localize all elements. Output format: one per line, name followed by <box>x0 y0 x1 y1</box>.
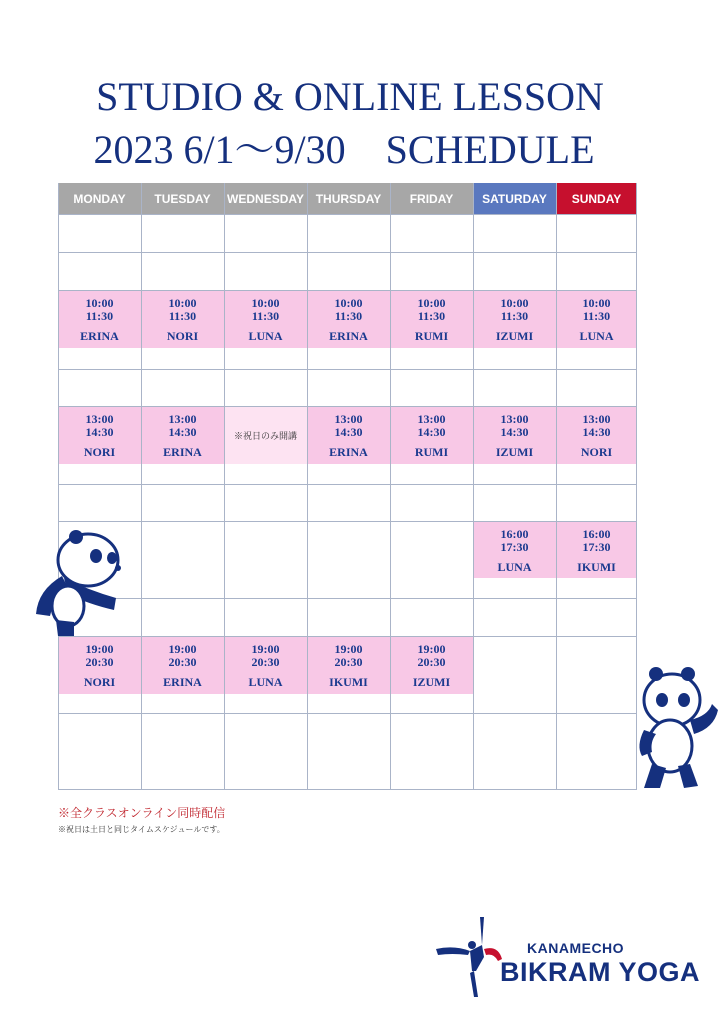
grid-hline <box>58 789 637 790</box>
schedule-title-line1: STUDIO & ONLINE LESSON <box>96 74 604 119</box>
lesson-cell <box>390 636 473 694</box>
lesson-instructor: ERINA <box>80 329 119 343</box>
lesson-cell <box>141 406 224 464</box>
lesson-end-time: 14:30 <box>582 425 611 439</box>
lesson-start-time: 10:00 <box>85 296 114 310</box>
grid-hline <box>58 290 637 291</box>
lesson-start-time: 13:00 <box>417 412 446 426</box>
lesson-end-time: 14:30 <box>168 425 197 439</box>
lesson-start-time: 13:00 <box>85 412 114 426</box>
lesson-end-time: 11:30 <box>334 309 363 323</box>
lesson-cell <box>556 290 637 348</box>
lesson-end-time: 20:30 <box>168 655 197 669</box>
day-header-tuesday: TUESDAY <box>141 183 224 214</box>
logo-text-kanamecho: KANAMECHO <box>527 940 625 956</box>
lesson-instructor: RUMI <box>414 445 449 459</box>
lesson-cell <box>307 406 390 464</box>
lesson-cell <box>58 290 141 348</box>
lesson-cell <box>307 636 390 694</box>
lesson-instructor: IZUMI <box>412 675 451 689</box>
lesson-start-time: 13:00 <box>168 412 197 426</box>
lesson-end-time: 14:30 <box>85 425 114 439</box>
lesson-end-time: 20:30 <box>251 655 280 669</box>
online-note: ※全クラスオンライン同時配信 <box>58 806 226 820</box>
lesson-start-time: 10:00 <box>168 296 197 310</box>
lesson-cell <box>556 406 637 464</box>
day-header-thursday: THURSDAY <box>307 183 390 214</box>
lesson-start-time: 10:00 <box>251 296 280 310</box>
day-header-friday: FRIDAY <box>390 183 473 214</box>
lesson-end-time: 20:30 <box>417 655 446 669</box>
lesson-start-time: 19:00 <box>168 642 197 656</box>
lesson-end-time: 14:30 <box>334 425 363 439</box>
grid-vline <box>390 183 391 790</box>
lesson-start-time: 13:00 <box>334 412 363 426</box>
lesson-instructor: ERINA <box>163 445 202 459</box>
day-header-wednesday: WEDNESDAY <box>224 183 307 214</box>
holiday-note: ※祝日は土日と同じタイムスケジュールです。 <box>58 825 225 834</box>
lesson-instructor: LUNA <box>497 560 532 574</box>
grid-vline <box>58 183 59 790</box>
lesson-instructor: ERINA <box>329 329 368 343</box>
lesson-instructor: LUNA <box>248 675 283 689</box>
lesson-cell <box>58 406 141 464</box>
lesson-cell <box>307 290 390 348</box>
lesson-start-time: 13:00 <box>500 412 529 426</box>
logo-text-bikram-yoga: BIKRAM YOGA <box>500 957 701 987</box>
holiday-only-note: ※祝日のみ開講 <box>224 406 307 464</box>
lesson-instructor: NORI <box>83 445 116 459</box>
lesson-end-time: 20:30 <box>334 655 363 669</box>
grid-hline <box>58 521 637 522</box>
grid-vline <box>141 183 142 790</box>
lesson-start-time: 16:00 <box>500 527 529 541</box>
grid-hline <box>58 598 637 599</box>
lesson-instructor: LUNA <box>579 329 614 343</box>
grid-hline <box>58 713 637 714</box>
lesson-instructor: IKUMI <box>577 560 616 574</box>
grid-hline <box>58 214 637 215</box>
lesson-end-time: 11:30 <box>251 309 280 323</box>
lesson-start-time: 10:00 <box>334 296 363 310</box>
grid-vline <box>556 183 557 790</box>
lesson-cell <box>141 636 224 694</box>
bikram-yoga-logo <box>432 915 702 1000</box>
grid-hline <box>58 406 637 407</box>
lesson-start-time: 13:00 <box>582 412 611 426</box>
lesson-instructor: IZUMI <box>495 329 534 343</box>
lesson-instructor: ERINA <box>163 675 202 689</box>
lesson-start-time: 19:00 <box>334 642 363 656</box>
lesson-instructor: RUMI <box>414 329 449 343</box>
lesson-cell <box>473 406 556 464</box>
lesson-cell <box>58 636 141 694</box>
lesson-end-time: 11:30 <box>582 309 611 323</box>
lesson-cell <box>556 521 637 578</box>
lesson-start-time: 10:00 <box>417 296 446 310</box>
panda-left-icon <box>28 528 128 640</box>
grid-vline <box>473 183 474 790</box>
lesson-instructor: LUNA <box>248 329 283 343</box>
lesson-end-time: 11:30 <box>168 309 197 323</box>
lesson-cell <box>473 290 556 348</box>
lesson-end-time: 14:30 <box>500 425 529 439</box>
lesson-end-time: 11:30 <box>417 309 446 323</box>
day-header-monday: MONDAY <box>58 183 141 214</box>
lesson-start-time: 19:00 <box>251 642 280 656</box>
lesson-cell <box>141 290 224 348</box>
day-header-sunday: SUNDAY <box>556 183 637 214</box>
grid-hline <box>58 636 637 637</box>
lesson-start-time: 19:00 <box>85 642 114 656</box>
lesson-end-time: 14:30 <box>417 425 446 439</box>
yoga-pose-icon <box>432 915 502 1000</box>
lesson-instructor: NORI <box>166 329 199 343</box>
lesson-instructor: IZUMI <box>495 445 534 459</box>
lesson-instructor: IKUMI <box>329 675 368 689</box>
grid-hline <box>58 252 637 253</box>
lesson-start-time: 19:00 <box>417 642 446 656</box>
lesson-instructor: NORI <box>83 675 116 689</box>
lesson-start-time: 10:00 <box>500 296 529 310</box>
grid-hline <box>58 369 637 370</box>
grid-vline <box>224 183 225 790</box>
lesson-end-time: 11:30 <box>500 309 529 323</box>
lesson-cell <box>390 406 473 464</box>
lesson-start-time: 10:00 <box>582 296 611 310</box>
lesson-start-time: 16:00 <box>582 527 611 541</box>
lesson-end-time: 20:30 <box>85 655 114 669</box>
lesson-instructor: ERINA <box>329 445 368 459</box>
lesson-instructor: NORI <box>580 445 613 459</box>
lesson-cell <box>224 636 307 694</box>
day-header-saturday: SATURDAY <box>473 183 556 214</box>
grid-vline <box>307 183 308 790</box>
panda-right-icon <box>630 660 720 792</box>
schedule-grid <box>58 183 637 790</box>
lesson-end-time: 11:30 <box>85 309 114 323</box>
schedule-title-line2: 2023 6/1〜9/30 SCHEDULE <box>93 127 595 172</box>
grid-hline <box>58 484 637 485</box>
lesson-end-time: 17:30 <box>500 540 529 554</box>
lesson-cell <box>224 290 307 348</box>
lesson-end-time: 17:30 <box>582 540 611 554</box>
lesson-cell <box>473 521 556 578</box>
lesson-cell <box>390 290 473 348</box>
